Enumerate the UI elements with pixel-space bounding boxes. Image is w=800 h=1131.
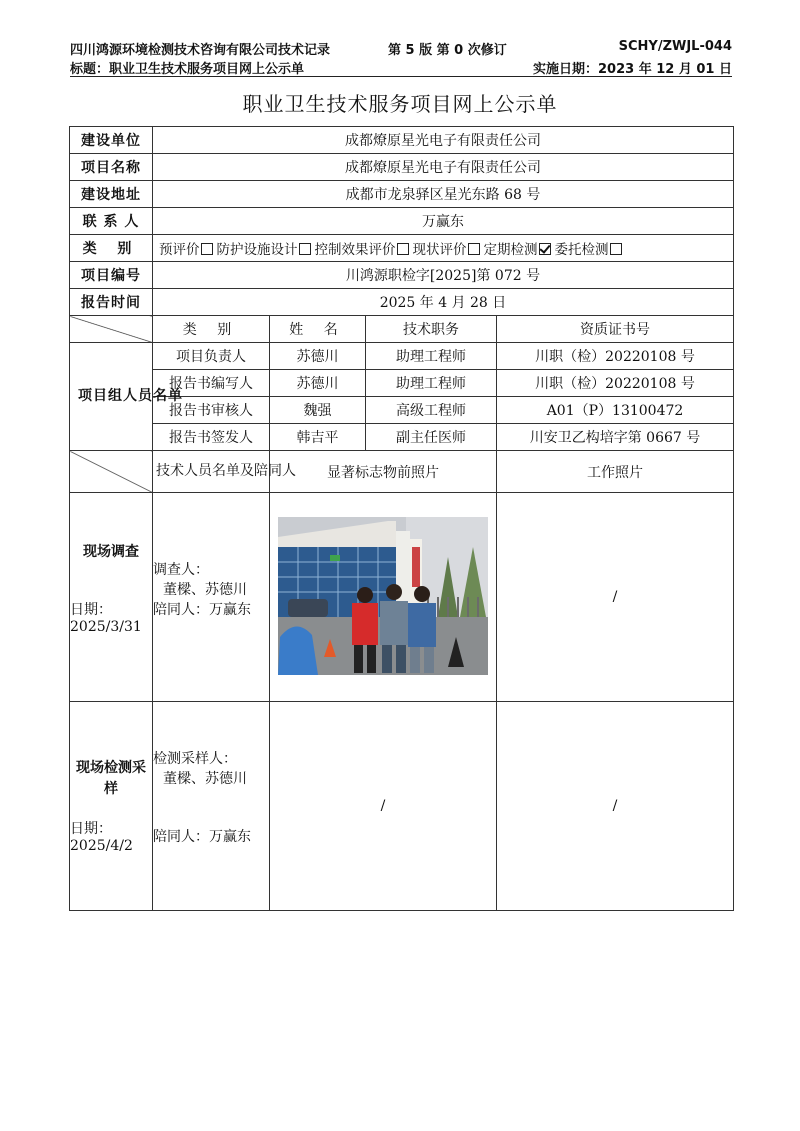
sampling-samplers: 董樑、苏德川 <box>163 771 247 787</box>
row-number <box>70 262 734 289</box>
row-address <box>70 181 734 208</box>
survey-row <box>70 493 734 702</box>
checkbox-icon[interactable] <box>397 243 409 255</box>
sampling-label: 现场检测采样 <box>76 760 146 797</box>
team-title: 助理工程师 <box>366 343 497 370</box>
team-name: 韩吉平 <box>270 424 366 451</box>
photo-header-work: 工作照片 <box>497 451 734 493</box>
contact-label: 联 系 人 <box>70 208 153 235</box>
team-header-name: 姓 名 <box>270 316 366 343</box>
unit-label: 建设单位 <box>70 127 153 154</box>
survey-date-label: 日期： <box>70 602 112 618</box>
sampling-date: 2025/4/2 <box>70 838 133 854</box>
team-role: 项目负责人 <box>153 343 270 370</box>
survey-work-photo: / <box>497 493 734 702</box>
category-option-label: 委托检测 <box>554 242 609 258</box>
landmark-photo <box>278 517 488 675</box>
row-project <box>70 154 734 181</box>
number-value: 川鸿源职检字[2025]第 072 号 <box>153 262 734 289</box>
category-option-label: 现状评价 <box>412 242 467 258</box>
survey-staff-cell <box>153 493 270 702</box>
category-option-label: 预评价 <box>159 242 200 258</box>
checkbox-icon[interactable] <box>201 243 213 255</box>
unit-value: 成都燎原星光电子有限责任公司 <box>153 127 734 154</box>
header-rule <box>70 76 732 77</box>
checkbox-icon[interactable] <box>610 243 622 255</box>
header-version: 第 5 版 第 0 次修订 <box>388 43 507 58</box>
team-name: 魏强 <box>270 397 366 424</box>
team-cert: 川职（检）20220108 号 <box>497 343 734 370</box>
category-option-label: 定期检测 <box>483 242 538 258</box>
team-role: 报告书签发人 <box>153 424 270 451</box>
team-title: 助理工程师 <box>366 370 497 397</box>
survey-label: 现场调查 <box>83 544 139 560</box>
checked-checkbox-icon[interactable] <box>539 243 551 255</box>
report-time-label: 报告时间 <box>70 289 153 316</box>
row-category <box>70 235 734 262</box>
survey-date: 2025/3/31 <box>70 619 142 635</box>
photo-header-row <box>70 451 734 493</box>
survey-companion: 陪同人：万赢东 <box>153 602 251 618</box>
sampling-staff-cell <box>153 702 270 911</box>
survey-investigators: 董樑、苏德川 <box>163 582 247 598</box>
team-role: 报告书审核人 <box>153 397 270 424</box>
category-option-label: 防护设施设计 <box>216 242 298 258</box>
team-header-title: 技术职务 <box>366 316 497 343</box>
sampling-companion: 陪同人：万赢东 <box>153 829 251 845</box>
sampling-date-label: 日期： <box>70 821 112 837</box>
row-contact <box>70 208 734 235</box>
project-label: 项目名称 <box>70 154 153 181</box>
team-row <box>70 370 734 397</box>
team-name: 苏德川 <box>270 343 366 370</box>
team-header-row <box>70 316 734 343</box>
diagonal-cell <box>70 316 153 343</box>
address-label: 建设地址 <box>70 181 153 208</box>
team-row <box>70 424 734 451</box>
sampling-landmark-photo: / <box>270 702 497 911</box>
header-line-1 <box>70 39 732 57</box>
team-cert: 川职（检）20220108 号 <box>497 370 734 397</box>
sampling-samplers-label: 检测采样人： <box>153 751 237 767</box>
header-doc-code: SCHY/ZWJL-044 <box>618 39 732 54</box>
survey-landmark-cell <box>270 493 497 702</box>
survey-investigators-label: 调查人： <box>153 562 209 578</box>
category-label: 类 别 <box>70 235 153 262</box>
team-header-role: 类 别 <box>153 316 270 343</box>
row-report-time <box>70 289 734 316</box>
header-line-2 <box>70 58 732 76</box>
survey-label-cell <box>70 493 153 702</box>
address-value: 成都市龙泉驿区星光东路 68 号 <box>153 181 734 208</box>
category-options <box>153 235 734 262</box>
category-option-label: 控制效果评价 <box>314 242 396 258</box>
photo-header-landmark: 显著标志物前照片 <box>270 451 497 493</box>
team-title: 高级工程师 <box>366 397 497 424</box>
checkbox-icon[interactable] <box>299 243 311 255</box>
checkbox-icon[interactable] <box>468 243 480 255</box>
header-subject: 标题：职业卫生技术服务项目网上公示单 <box>70 62 305 77</box>
header-effective-date: 实施日期：2023 年 12 月 01 日 <box>533 62 732 77</box>
photo-header-staff: 技术人员名单及陪同人 <box>153 451 270 493</box>
team-role: 报告书编写人 <box>153 370 270 397</box>
number-label: 项目编号 <box>70 262 153 289</box>
sampling-label-cell <box>70 702 153 911</box>
team-cert: A01（P）13100472 <box>497 397 734 424</box>
team-row <box>70 397 734 424</box>
row-unit <box>70 127 734 154</box>
team-cert: 川安卫乙构培字第 0667 号 <box>497 424 734 451</box>
team-row <box>70 343 734 370</box>
team-name: 苏德川 <box>270 370 366 397</box>
team-group-label: 项目组人员名单 <box>70 343 153 451</box>
diagonal-cell <box>70 451 153 493</box>
sampling-work-photo: / <box>497 702 734 911</box>
sampling-row <box>70 702 734 911</box>
header-company: 四川鸿源环境检测技术咨询有限公司技术记录 <box>70 43 331 58</box>
team-header-cert: 资质证书号 <box>497 316 734 343</box>
contact-value: 万赢东 <box>153 208 734 235</box>
team-title: 副主任医师 <box>366 424 497 451</box>
project-value: 成都燎原星光电子有限责任公司 <box>153 154 734 181</box>
report-time-value: 2025 年 4 月 28 日 <box>153 289 734 316</box>
publicity-form <box>69 126 734 911</box>
page-title: 职业卫生技术服务项目网上公示单 <box>242 92 558 116</box>
